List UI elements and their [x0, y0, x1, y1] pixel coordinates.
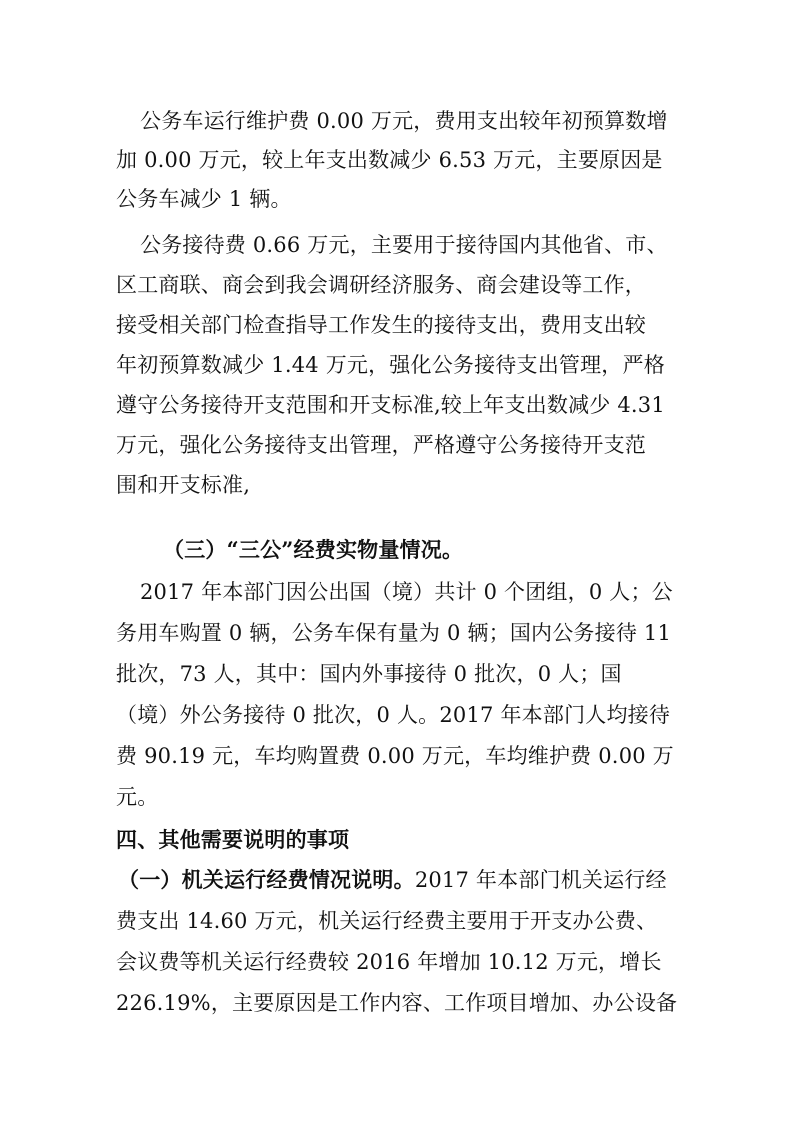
paragraph-physical-quantity-line-5: 费 90.19 元，车均购置费 0.00 万元，车均维护费 0.00 万 [116, 744, 674, 768]
operating-cost-lead: （一）机关运行经费情况说明。 [118, 867, 415, 892]
paragraph-physical-quantity-line-6: 元。 [116, 785, 159, 809]
paragraph-reception-line-4: 年初预算数减少 1.44 万元，强化公务接待支出管理，严格 [116, 353, 665, 377]
paragraph-physical-quantity-line-3: 批次，73 人，其中：国内外事接待 0 批次，0 人；国 [116, 662, 622, 686]
section-heading-other-matters: 四、其他需要说明的事项 [116, 827, 350, 852]
paragraph-operating-cost-line-3: 会议费等机关运行经费较 2016 年增加 10.12 万元，增长 [116, 950, 662, 974]
paragraph-reception-line-5: 遵守公务接待开支范围和开支标准,较上年支出数减少 4.31 [116, 393, 665, 417]
paragraph-vehicle-maintenance-line-1: 公务车运行维护费 0.00 万元，费用支出较年初预算数增 [140, 109, 668, 133]
paragraph-reception-line-7: 围和开支标准, [116, 473, 251, 497]
paragraph-operating-cost-line-1 [118, 868, 667, 892]
paragraph-reception-line-3: 接受相关部门检查指导工作发生的接待支出，费用支出较 [116, 313, 646, 337]
paragraph-operating-cost-line-4: 226.19%，主要原因是工作内容、工作项目增加、办公设备 [116, 991, 678, 1015]
paragraph-reception-line-6: 万元，强化公务接待支出管理，严格遵守公务接待开支范 [116, 433, 646, 457]
paragraph-physical-quantity-line-2: 务用车购置 0 辆，公务车保有量为 0 辆；国内公务接待 11 [116, 621, 672, 645]
operating-cost-first-rest: 2017 年本部门机关运行经 [414, 868, 667, 892]
paragraph-physical-quantity-line-4: （境）外公务接待 0 批次，0 人。2017 年本部门人均接待 [116, 703, 671, 727]
paragraph-reception-line-1: 公务接待费 0.66 万元，主要用于接待国内其他省、市、 [140, 233, 668, 257]
paragraph-vehicle-maintenance-line-2: 加 0.00 万元，较上年支出数减少 6.53 万元，主要原因是 [116, 148, 663, 172]
paragraph-reception-line-2: 区工商联、商会到我会调研经济服务、商会建设等工作， [116, 273, 646, 297]
paragraph-vehicle-maintenance-line-3: 公务车减少 1 辆。 [116, 187, 292, 211]
paragraph-operating-cost-line-2: 费支出 14.60 万元，机关运行经费主要用于开支办公费、 [116, 909, 658, 933]
section-heading-three-public: （三）“三公”经费实物量情况。 [163, 537, 464, 562]
paragraph-physical-quantity-line-1: 2017 年本部门因公出国（境）共计 0 个团组，0 人；公 [140, 580, 673, 604]
